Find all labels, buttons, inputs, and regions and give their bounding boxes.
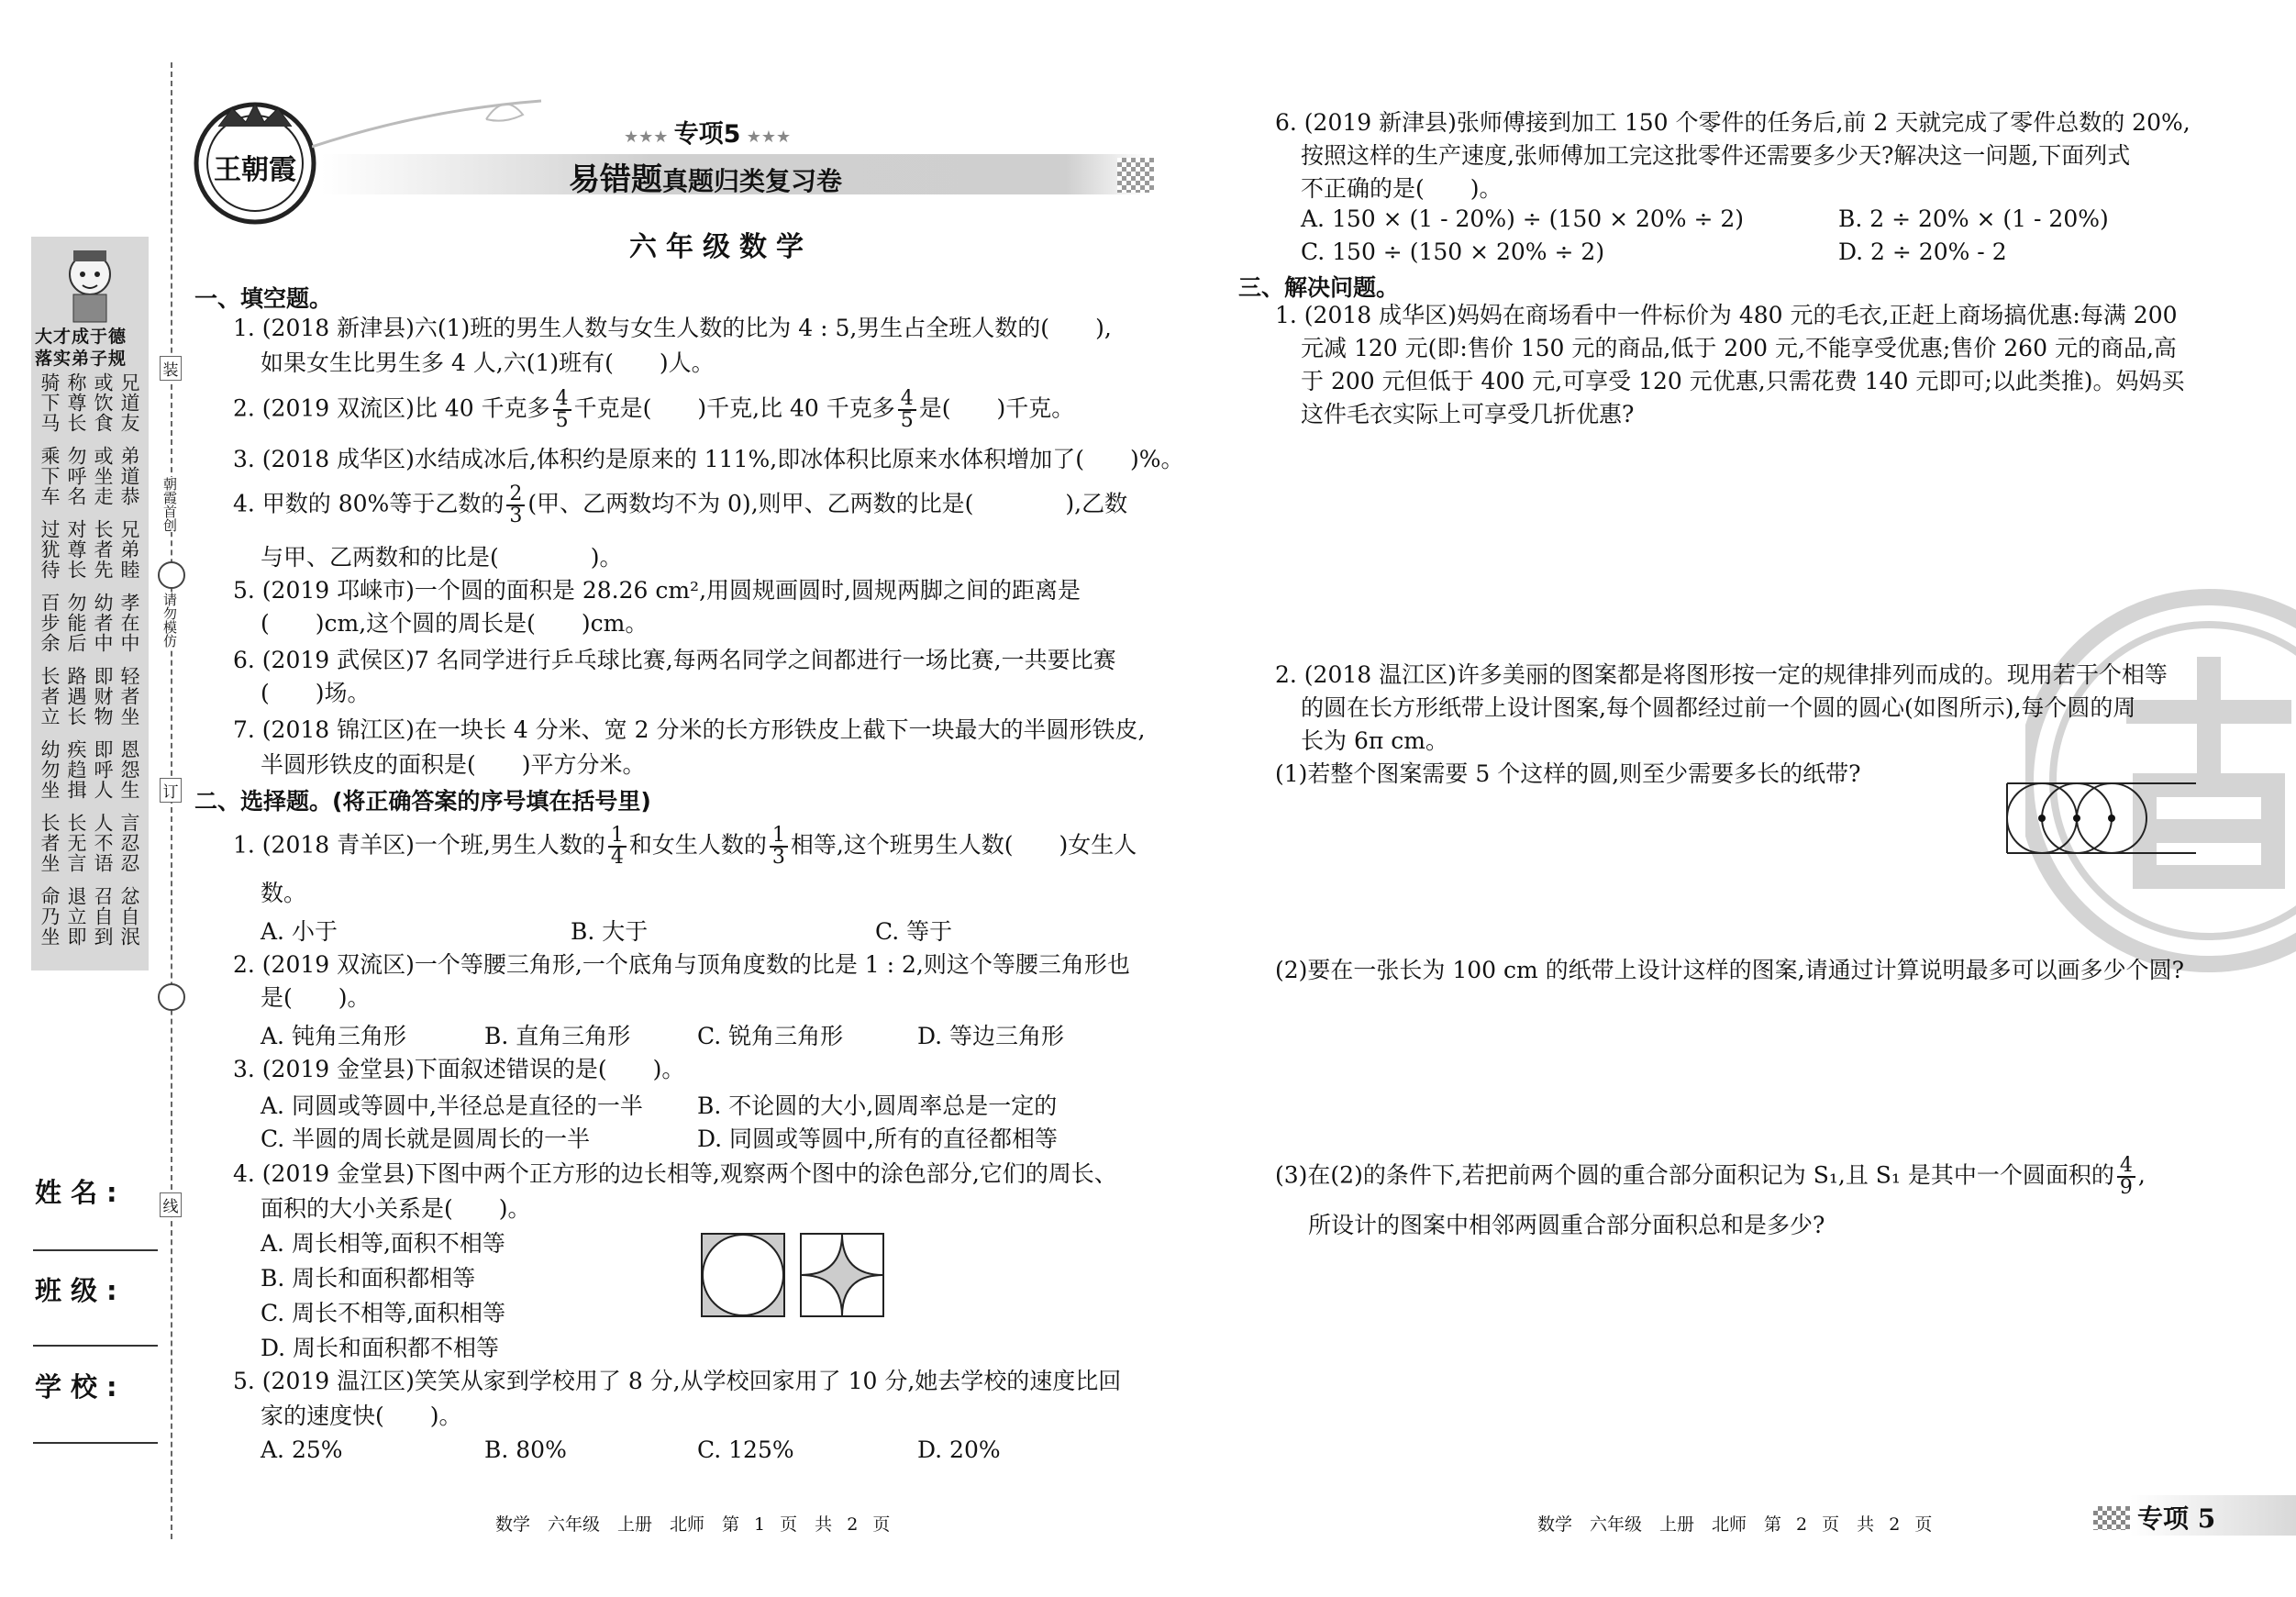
c1-line2: 数。 xyxy=(261,880,307,906)
p1-line4: 这件毛衣实际上可享受几折优惠? xyxy=(1301,401,1635,427)
c4-line2: 面积的大小关系是( )。 xyxy=(261,1195,531,1222)
motto-column: 或饮食 xyxy=(92,372,114,433)
p2-sub2: (2)要在一张长为 100 cm 的纸带上设计这样的图案,请通过计算说明最多可以画多少个圆? xyxy=(1275,957,2185,983)
c6-option-a: A. 150 × (1 - 20%) ÷ (150 × 20% ÷ 2) xyxy=(1301,205,1745,232)
title-banner-checker xyxy=(1117,158,1154,193)
motto-column: 过犹待 xyxy=(39,519,61,580)
motto-column: 路遇长 xyxy=(65,666,87,726)
c6-line1: 6. (2019 新津县)张师傅接到加工 150 个零件的任务后,前 2 天就完成了零件总数的 20%, xyxy=(1275,109,2191,136)
q4-line1 xyxy=(233,484,1127,527)
p1-line1: 1. (2018 成华区)妈妈在商场看中一件标价为 480 元的毛衣,正赶上商场搞优惠:每满 200 xyxy=(1275,302,2178,328)
c4-line1: 4. (2019 金堂县)下图中两个正方形的边长相等,观察两个图中的涂色部分,它们的周长、 xyxy=(233,1160,1117,1187)
section-problems: 三、解决问题。 xyxy=(1238,274,1400,301)
c1-text-a: 1. (2018 青羊区)一个班,男生人数的 xyxy=(233,831,605,859)
badge-stars-right: ★★★ xyxy=(740,128,792,147)
c3-option-b: B. 不论圆的大小,圆周率总是一定的 xyxy=(697,1092,1058,1119)
section-choice: 二、选择题。(将正确答案的序号填在括号里) xyxy=(194,788,651,815)
school-label: 学校: xyxy=(35,1371,127,1403)
c1-fraction-2: $\frac{1}{3}$ xyxy=(770,826,788,868)
binding-mark-xian: 线 xyxy=(160,1192,182,1217)
motto-column: 长者先 xyxy=(92,519,114,580)
c6-line2: 按照这样的生产速度,张师傅加工完这批零件还需要多少天?解决这一问题,下面列式 xyxy=(1301,142,2131,169)
binding-smiley-icon-2 xyxy=(158,983,185,1011)
q2-text-b: 千克是( )千克,比 40 千克多 xyxy=(573,394,895,422)
c1-text-c: 相等,这个班男生人数( )女生人 xyxy=(790,831,1137,859)
q4-text-a: 4. 甲数的 80%等于乙数的 xyxy=(233,490,505,517)
copyright-line-2: 请勿模仿 xyxy=(161,593,178,648)
copyright-line-1: 朝霞首创 xyxy=(161,477,178,532)
class-line xyxy=(33,1345,158,1347)
brand-logo-text: 王朝霞 xyxy=(214,154,296,186)
c2-line1: 2. (2019 双流区)一个等腰三角形,一个底角与顶角度数的比是 1 : 2,则这个等腰三角形也 xyxy=(233,951,1130,978)
c4-option-d: D. 周长和面积都不相等 xyxy=(261,1335,500,1361)
motto-column: 百步余 xyxy=(39,593,61,653)
badge-label: 专项5 xyxy=(673,120,741,149)
footer-page-2: 数学 六年级 上册 北师 第 2 页 共 2 页 xyxy=(1537,1514,1933,1535)
q7-line1: 7. (2018 锦江区)在一块长 4 分米、宽 2 分米的长方形铁皮上截下一块最大的半圆形铁皮, xyxy=(233,716,1146,743)
c1-option-c: C. 等于 xyxy=(875,918,953,945)
q2-fraction-2: $\frac{4}{5}$ xyxy=(898,389,916,431)
motto-column: 幼勿坐 xyxy=(39,739,61,800)
motto-column: 长者立 xyxy=(39,666,61,726)
c6-line3: 不正确的是( )。 xyxy=(1301,175,1503,202)
motto-column: 兄弟睦 xyxy=(118,519,140,580)
c4-option-b: B. 周长和面积都相等 xyxy=(261,1265,476,1292)
binding-mark-zhuang: 装 xyxy=(160,356,182,381)
p2-sub3-line1 xyxy=(1275,1156,2146,1198)
c5-option-b: B. 80% xyxy=(484,1436,567,1463)
c6-option-d: D. 2 ÷ 20% - 2 xyxy=(1838,238,2007,265)
exam-title-emphasis: 易错题 xyxy=(569,161,662,198)
c5-option-c: C. 125% xyxy=(697,1436,794,1463)
motto-column: 骑下马 xyxy=(39,372,61,433)
q5-line1: 5. (2019 邛崃市)一个圆的面积是 28.26 cm²,用圆规画圆时,圆规两脚之间的距离是 xyxy=(233,577,1081,604)
name-line xyxy=(33,1249,158,1251)
c6-option-c: C. 150 ÷ (150 × 20% ÷ 2) xyxy=(1301,238,1605,265)
q2-fraction-1: $\frac{4}{5}$ xyxy=(553,389,571,431)
c2-option-b: B. 直角三角形 xyxy=(484,1023,631,1049)
motto-column: 称尊长 xyxy=(65,372,87,433)
motto-column: 命乃坐 xyxy=(39,886,61,947)
binding-copyright-2 xyxy=(161,593,178,648)
exam-title xyxy=(569,154,842,199)
disciple-rules-mottos xyxy=(35,372,149,965)
q1-line2: 如果女生比男生多 4 人,六(1)班有( )人。 xyxy=(261,349,715,376)
motto-column: 乘下车 xyxy=(39,446,61,506)
q2-text-a: 2. (2019 双流区)比 40 千克多 xyxy=(233,394,550,422)
mascot-figure xyxy=(46,243,134,326)
c3-option-d: D. 同圆或等圆中,所有的直径都相等 xyxy=(697,1126,1058,1152)
q5-line2: ( )cm,这个圆的周长是( )cm。 xyxy=(261,610,649,637)
motto-column: 召自到 xyxy=(92,886,114,947)
special-badge xyxy=(624,114,791,150)
motto-column: 忿自泯 xyxy=(118,886,140,947)
footer-page-1: 数学 六年级 上册 北师 第 1 页 共 2 页 xyxy=(495,1514,891,1535)
motto-column: 轻者坐 xyxy=(118,666,140,726)
binding-copyright xyxy=(161,477,178,532)
school-line xyxy=(33,1442,158,1444)
c2-line2: 是( )。 xyxy=(261,984,371,1011)
c4-option-c: C. 周长不相等,面积相等 xyxy=(261,1300,506,1326)
p2-line3: 长为 6π cm。 xyxy=(1301,727,1448,754)
binding-smiley-icon xyxy=(158,561,185,589)
square-quarter-circles-figure xyxy=(800,1233,884,1321)
c5-option-d: D. 20% xyxy=(917,1436,1001,1463)
c2-option-d: D. 等边三角形 xyxy=(917,1023,1065,1049)
c1-option-b: B. 大于 xyxy=(571,918,649,945)
p2-sub3-line2: 所设计的图案中相邻两圆重合部分面积总和是多少? xyxy=(1308,1212,1825,1238)
p2-sub3-comma: , xyxy=(2137,1161,2146,1189)
p2-line1: 2. (2018 温江区)许多美丽的图案都是将图形按一定的规律排列而成的。现用若干个相等 xyxy=(1275,661,2168,688)
q3: 3. (2018 成华区)水结成冰后,体积约是原来的 111%,即冰体积比原来水体积增加了( )%。 xyxy=(233,446,1184,472)
c5-line1: 5. (2019 温江区)笑笑从家到学校用了 8 分,从学校回家用了 10 分,她去学校的速度比回 xyxy=(233,1368,1122,1394)
p2-sub3-text: (3)在(2)的条件下,若把前两个圆的重合部分面积记为 S₁,且 S₁ 是其中一个圆面积的 xyxy=(1275,1161,2114,1189)
motto-column: 对尊长 xyxy=(65,519,87,580)
c1-line1 xyxy=(233,826,1137,868)
motto-column: 恩怨生 xyxy=(118,739,140,800)
motto-column: 勿呼名 xyxy=(65,446,87,506)
slogan-line-1: 大才成于德 xyxy=(35,327,128,347)
q2-text-c: 是( )千克。 xyxy=(918,394,1075,422)
motto-column: 即呼人 xyxy=(92,739,114,800)
motto-column: 孝在中 xyxy=(118,593,140,653)
c5-option-a: A. 25% xyxy=(261,1436,343,1463)
brand-logo xyxy=(191,99,319,227)
p2-sub1: (1)若整个图案需要 5 个这样的圆,则至少需要多长的纸带? xyxy=(1275,760,1861,787)
class-label: 班级: xyxy=(35,1275,127,1306)
page-tab-checker xyxy=(2093,1506,2130,1530)
circles-on-strip-figure xyxy=(2005,780,2198,860)
exam-title-rest: 真题归类复习卷 xyxy=(662,166,843,196)
q6-line1: 6. (2019 武侯区)7 名同学进行乒乓球比赛,每两名同学之间都进行一场比赛,一共要比赛 xyxy=(233,647,1116,673)
subject-title: 六年级数学 xyxy=(629,231,813,263)
c1-fraction-1: $\frac{1}{4}$ xyxy=(608,826,627,868)
q1-line1: 1. (2018 新津县)六(1)班的男生人数与女生人数的比为 4 : 5,男生占全班人数的( ), xyxy=(233,315,1112,341)
section-fill-blank: 一、填空题。 xyxy=(194,285,333,312)
c1-text-b: 和女生人数的 xyxy=(628,831,767,859)
c6-option-b: B. 2 ÷ 20% × (1 - 20%) xyxy=(1838,205,2109,232)
c3: 3. (2019 金堂县)下面叙述错误的是( )。 xyxy=(233,1056,685,1082)
name-label: 姓名: xyxy=(35,1177,127,1208)
q4-line2: 与甲、乙两数和的比是( )。 xyxy=(261,544,623,571)
motto-column: 退立即 xyxy=(65,886,87,947)
q2 xyxy=(233,389,1074,431)
page-tab-label: 专项 5 xyxy=(2137,1503,2216,1534)
motto-column: 即财物 xyxy=(92,666,114,726)
motto-column: 言忍忍 xyxy=(118,813,140,873)
q7-line2: 半圆形铁皮的面积是( )平方分米。 xyxy=(261,751,646,778)
c4-option-a: A. 周长相等,面积不相等 xyxy=(261,1230,505,1257)
motto-column: 人不语 xyxy=(92,813,114,873)
motto-column: 疾趋揖 xyxy=(65,739,87,800)
p1-line3: 于 200 元但低于 400 元,可享受 120 元优惠,只需花费 140 元即可;以此类推)。妈妈买 xyxy=(1301,368,2185,394)
c3-option-a: A. 同圆或等圆中,半径总是直径的一半 xyxy=(261,1092,643,1119)
q4-text-b: (甲、乙两数均不为 0),则甲、乙两数的比是( ),乙数 xyxy=(527,490,1128,517)
c1-option-a: A. 小于 xyxy=(261,918,338,945)
motto-column: 弟道恭 xyxy=(118,446,140,506)
square-circle-figure xyxy=(701,1233,785,1321)
q4-fraction: $\frac{2}{3}$ xyxy=(506,484,525,527)
motto-column: 兄道友 xyxy=(118,372,140,433)
motto-column: 长无言 xyxy=(65,813,87,873)
motto-column: 长者坐 xyxy=(39,813,61,873)
binding-mark-ding: 订 xyxy=(160,778,182,803)
p1-line2: 元减 120 元(即:售价 150 元的商品,低于 200 元,不能享受优惠;售价 260 元的商品,高 xyxy=(1301,335,2177,361)
c3-option-c: C. 半圆的周长就是圆周长的一半 xyxy=(261,1126,591,1152)
motto-column: 幼者中 xyxy=(92,593,114,653)
slogan-line-2: 落实弟子规 xyxy=(35,349,128,369)
p2-sub3-fraction: $\frac{4}{9}$ xyxy=(2117,1156,2135,1198)
motto-column: 勿能后 xyxy=(65,593,87,653)
p2-line2: 的圆在长方形纸带上设计图案,每个圆都经过前一个圆的圆心(如图所示),每个圆的周 xyxy=(1301,694,2136,721)
c5-line2: 家的速度快( )。 xyxy=(261,1403,462,1429)
motto-column: 或坐走 xyxy=(92,446,114,506)
badge-stars-left: ★★★ xyxy=(624,128,674,147)
c2-option-c: C. 锐角三角形 xyxy=(697,1023,844,1049)
c2-option-a: A. 钝角三角形 xyxy=(261,1023,406,1049)
q6-line2: ( )场。 xyxy=(261,680,371,706)
